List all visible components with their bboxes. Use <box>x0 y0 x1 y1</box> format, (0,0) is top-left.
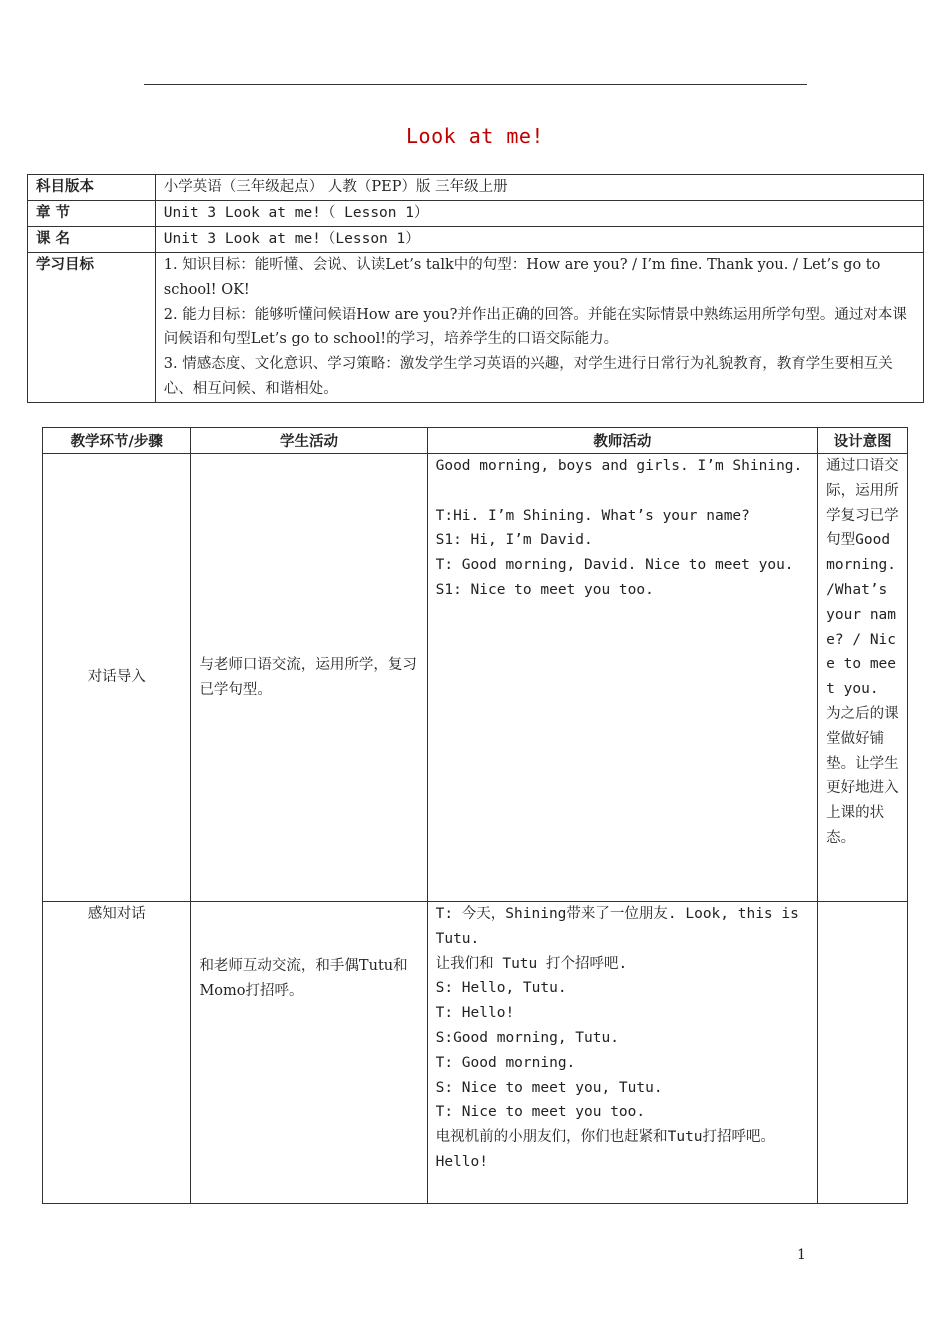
teacher-line: Good morning, boys and girls. I’m Shining. <box>435 458 803 474</box>
objectives-cell <box>155 253 923 403</box>
plan-row-perceive-dialogue <box>43 902 908 1204</box>
student-activity-cell: 和老师互动交流，和手偶Tutu和Momo打招呼。 <box>191 902 427 1204</box>
design-intent-cell <box>818 902 908 1204</box>
header-rule <box>144 84 807 85</box>
step-cell: 对话导入 <box>43 454 191 902</box>
teacher-line: T: Good morning, David. Nice to meet you. <box>435 557 794 574</box>
page-number: 1 <box>797 1247 806 1263</box>
objective-item: 2. 能力目标：能够听懂问候语How are you?并作出正确的回答。并能在实际情景中熟练运用所学句型。通过对本课问候语和句型Let’s go to school!的学习，培养学生的口语交际能力。 <box>163 306 907 348</box>
info-key: 章 节 <box>28 201 156 227</box>
info-row-objectives <box>28 253 924 403</box>
teacher-activity-cell <box>427 902 818 1204</box>
header-teacher: 教师活动 <box>427 428 818 454</box>
teacher-line: T: Good morning. <box>435 1054 576 1071</box>
teacher-line <box>436 479 810 504</box>
info-key: 课 名 <box>28 227 156 253</box>
info-value: 小学英语（三年级起点） 人教（PEP）版 三年级上册 <box>155 175 923 201</box>
info-table <box>27 174 924 403</box>
teacher-line: S1: Hi, I’m David. <box>435 532 593 549</box>
header-step: 教学环节/步骤 <box>43 428 191 454</box>
teacher-line: T: Nice to meet you too. <box>435 1104 646 1121</box>
header-student: 学生活动 <box>191 428 427 454</box>
objective-item: 3. 情感态度、文化意识、学习策略：激发学生学习英语的兴趣，对学生进行日常行为礼貌教育，教育学生要相互关心、相互问候、和谐相处。 <box>163 356 893 397</box>
teacher-line: 让我们和 Tutu 打个招呼吧. <box>435 955 628 972</box>
design-intent-cell: 通过口语交际，运用所学复习已学句型Good morning. /What’s your name? / Nice to meet you. 为之后的课堂做好铺垫。让学生更好地进入上课的状态。 <box>818 454 908 902</box>
teacher-line: Hello! <box>435 1153 488 1170</box>
teacher-line: T:Hi. I’m Shining. What’s your name? <box>435 507 750 524</box>
objective-item: 1. 知识目标：能听懂、会说、认读Let’s talk中的句型：How are you? / I’m fine. Thank you. / Let’s go to school! OK! <box>163 257 881 298</box>
plan-row-dialogue-intro <box>43 454 908 902</box>
header-intent: 设计意图 <box>818 428 908 454</box>
lesson-plan-table <box>42 427 908 1204</box>
teacher-line: S: Nice to meet you, Tutu. <box>435 1079 663 1096</box>
info-key: 科目版本 <box>28 175 156 201</box>
info-value: Unit 3 Look at me!（ Lesson 1） <box>155 201 923 227</box>
teacher-activity-cell <box>427 454 818 902</box>
document-title: Look at me! <box>406 124 544 148</box>
teacher-line: S:Good morning, Tutu. <box>435 1029 619 1046</box>
teacher-line: S1: Nice to meet you too. <box>435 581 654 598</box>
info-key: 学习目标 <box>28 253 156 403</box>
teacher-line: T: 今天，Shining带来了一位朋友. Look, this is Tutu. <box>435 906 808 947</box>
teacher-line: T: Hello! <box>435 1005 515 1022</box>
info-row-chapter <box>28 201 924 227</box>
plan-header-row <box>43 428 908 454</box>
info-value: Unit 3 Look at me!（Lesson 1） <box>155 227 923 253</box>
info-row-lesson <box>28 227 924 253</box>
student-activity-cell: 与老师口语交流，运用所学，复习已学句型。 <box>191 454 427 902</box>
step-cell: 感知对话 <box>43 902 191 1204</box>
teacher-line: S: Hello, Tutu. <box>435 980 567 997</box>
teacher-line: 电视机前的小朋友们，你们也赶紧和Tutu打招呼吧。 <box>435 1129 776 1146</box>
info-row-subject <box>28 175 924 201</box>
